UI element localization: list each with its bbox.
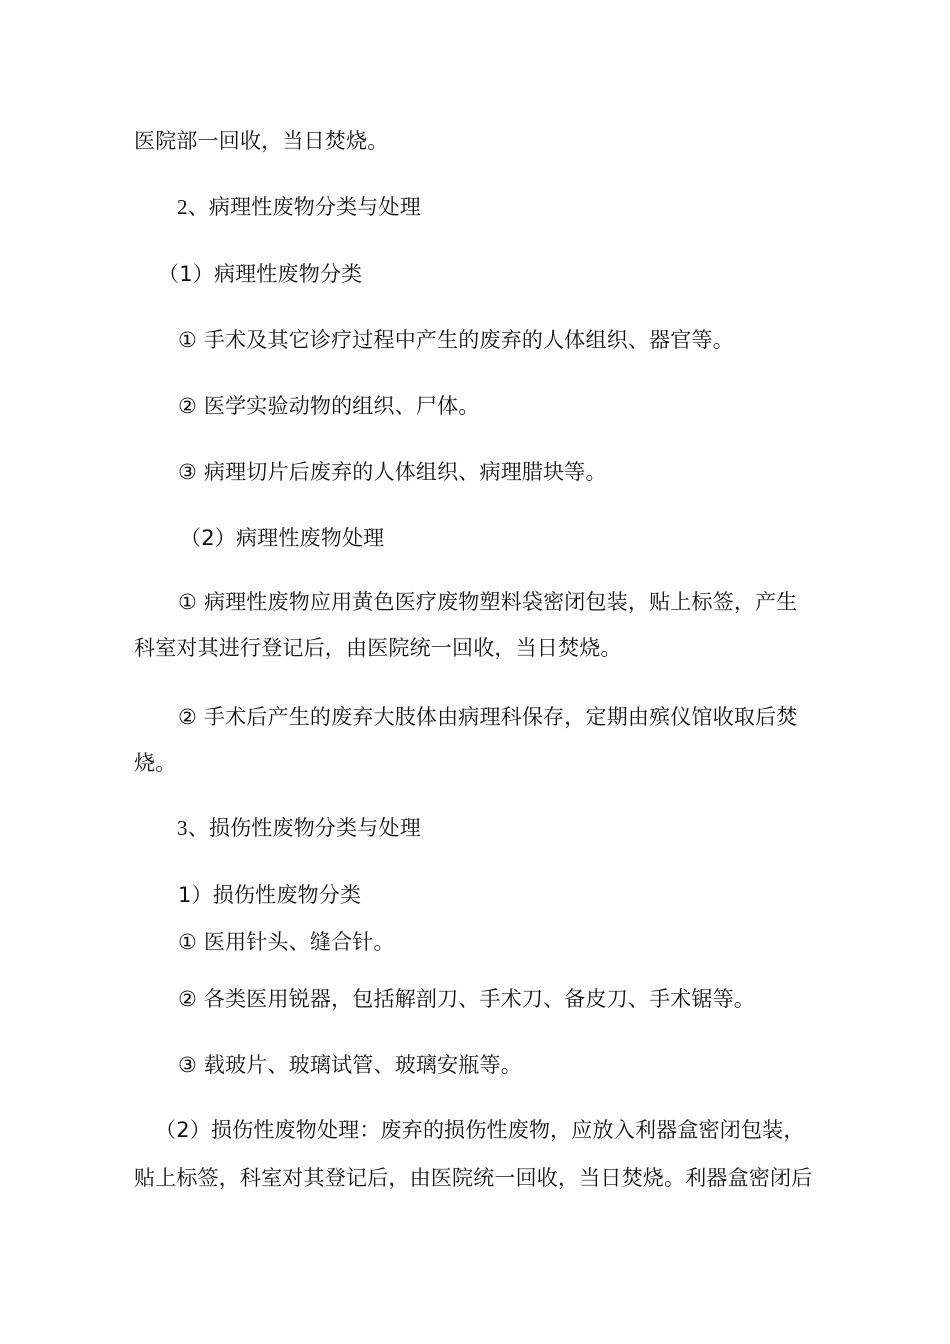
- list-item: ③ 病理切片后废弃的人体组织、病理腊块等。: [178, 460, 607, 484]
- paragraph-line: ② 手术后产生的废弃大肢体由病理科保存，定期由殡仪馆收取后焚: [178, 705, 798, 729]
- list-item: ② 各类医用锐器，包括解剖刀、手术刀、备皮刀、手术锯等。: [178, 987, 756, 1011]
- subheading-pathological-treatment: （2）病理性废物处理: [180, 526, 385, 550]
- paragraph-line: 烧。: [134, 751, 177, 775]
- section-heading-2: 2、病理性废物分类与处理: [177, 195, 421, 219]
- list-item: ① 医用针头、缝合针。: [178, 930, 395, 954]
- list-item: ② 医学实验动物的组织、尸体。: [178, 394, 480, 418]
- paragraph-line: （2）损伤性废物处理：废弃的损伤性废物，应放入利器盒密闭包装，: [155, 1118, 805, 1142]
- subheading-damage-classification: 1）损伤性废物分类: [178, 883, 362, 907]
- section-heading-3: 3、损伤性废物分类与处理: [177, 816, 421, 840]
- list-item: ③ 载玻片、玻璃试管、玻璃安瓶等。: [178, 1053, 522, 1077]
- list-item: ① 手术及其它诊疗过程中产生的废弃的人体组织、器官等。: [178, 328, 734, 352]
- paragraph-line: 贴上标签，科室对其登记后，由医院统一回收，当日焚烧。利器盒密闭后: [134, 1166, 813, 1190]
- text-line-continuation: 医院部一回收，当日焚烧。: [134, 129, 389, 153]
- paragraph-line: 科室对其进行登记后，由医院统一回收，当日焚烧。: [134, 636, 622, 660]
- paragraph-line: ① 病理性废物应用黄色医疗废物塑料袋密闭包装，贴上标签，产生: [178, 590, 798, 614]
- subheading-pathological-classification: （1）病理性废物分类: [158, 262, 363, 286]
